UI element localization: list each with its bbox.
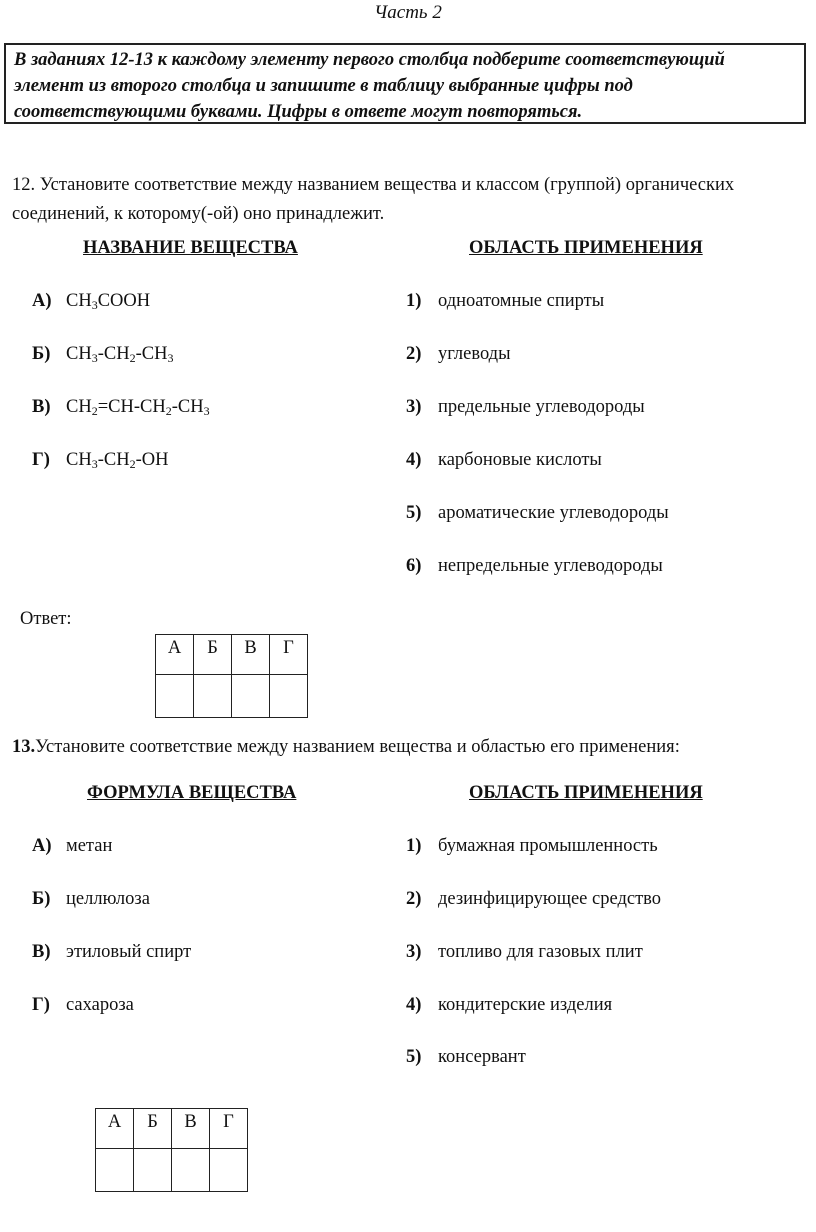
answer-label: Ответ: [20,609,72,629]
task-13-right-number: 4) [406,995,422,1015]
task-13-right-number: 3) [406,942,422,962]
task-12-formula-a: $CH_3COOH$ [66,291,151,312]
task-12-right-number: 2) [406,344,422,364]
task-12-right-number: 5) [406,503,422,523]
task-12-answer-table [155,634,308,718]
answer-table-header-cell: А [156,635,194,675]
answer-table-header-cell: Г [210,1109,248,1149]
task-12-formula-g: $CH_3-CH_2-OH$ [66,450,169,471]
answer-cell[interactable] [134,1149,172,1192]
task-13-left-letter: Б) [32,889,51,909]
task-13-right-option: кондитерские изделия [438,995,613,1015]
task-12-right-option: углеводы [438,344,511,364]
task-13-right-option: топливо для газовых плит [438,942,643,962]
task-13-substance: целлюлоза [66,889,150,909]
task-12-left-letter: Г) [32,450,50,470]
task-13-number: 13. [12,737,36,757]
task-12-text: 12. Установите соответствие между названием вещества и классом (группой) органических соединений, к которому(-ой) оно принадлежит. [12,175,735,224]
answer-cell[interactable] [96,1149,134,1192]
task-13-right-number: 5) [406,1047,422,1067]
task-12-right-heading: ОБЛАСТЬ ПРИМЕНЕНИЯ [469,238,703,258]
task-12-right-number: 3) [406,397,422,417]
answer-cell[interactable] [156,675,194,718]
task-12-right-number: 1) [406,291,422,311]
task-13-right-option: бумажная промышленность [438,836,658,856]
task-13-right-option: дезинфицирующее средство [438,889,662,909]
task-12-right-number: 6) [406,556,422,576]
instruction-box: В заданиях 12-13 к каждому элементу первого столбца подберите соответствующий элемент из второго столбца и запишите в таблицу выбранные цифры под соответствующими буквами. Цифры в ответе могут повторяться. [4,43,806,124]
answer-table-header-cell: А [96,1109,134,1149]
part-title: Часть 2 [374,2,442,23]
task-13-right-option: консервант [438,1047,526,1067]
answer-cell[interactable] [172,1149,210,1192]
task-12-right-option: непредельные углеводороды [438,556,663,576]
task-13-right-number: 2) [406,889,422,909]
task-12-right-number: 4) [406,450,422,470]
answer-cell[interactable] [194,675,232,718]
answer-table-header-cell: Б [134,1109,172,1149]
task-13-answer-table [95,1108,248,1192]
task-13-text: 13.Установите соответствие между названием вещества и областью его применения: [12,737,680,757]
answer-table-header-cell: В [232,635,270,675]
task-13-left-letter: Г) [32,995,50,1015]
task-12-formula-v: $CH_2=CH-CH_2-CH_3$ [66,397,210,418]
task-12-left-heading: НАЗВАНИЕ ВЕЩЕСТВА [83,238,298,258]
answer-table-header-cell: Г [270,635,308,675]
answer-cell[interactable] [270,675,308,718]
task-13-left-letter: А) [32,836,52,856]
task-12-left-letter: Б) [32,344,51,364]
task-12-left-letter: А) [32,291,52,311]
task-13-substance: метан [66,836,113,856]
task-12-left-letter: В) [32,397,51,417]
task-12-formula-b: $CH_3-CH_2-CH_3$ [66,344,174,365]
answer-table-header-cell: Б [194,635,232,675]
answer-cell[interactable] [232,675,270,718]
task-13-right-number: 1) [406,836,422,856]
task-12-right-option: карбоновые кислоты [438,450,602,470]
task-13-substance: сахароза [66,995,134,1015]
task-13-left-heading: ФОРМУЛА ВЕЩЕСТВА [87,783,297,803]
task-12-right-option: предельные углеводороды [438,397,645,417]
task-13-substance: этиловый спирт [66,942,192,962]
answer-cell[interactable] [210,1149,248,1192]
task-12-right-option: одноатомные спирты [438,291,605,311]
task-13-right-heading: ОБЛАСТЬ ПРИМЕНЕНИЯ [469,783,703,803]
task-12-right-option: ароматические углеводороды [438,503,669,523]
task-13-left-letter: В) [32,942,51,962]
answer-table-header-cell: В [172,1109,210,1149]
